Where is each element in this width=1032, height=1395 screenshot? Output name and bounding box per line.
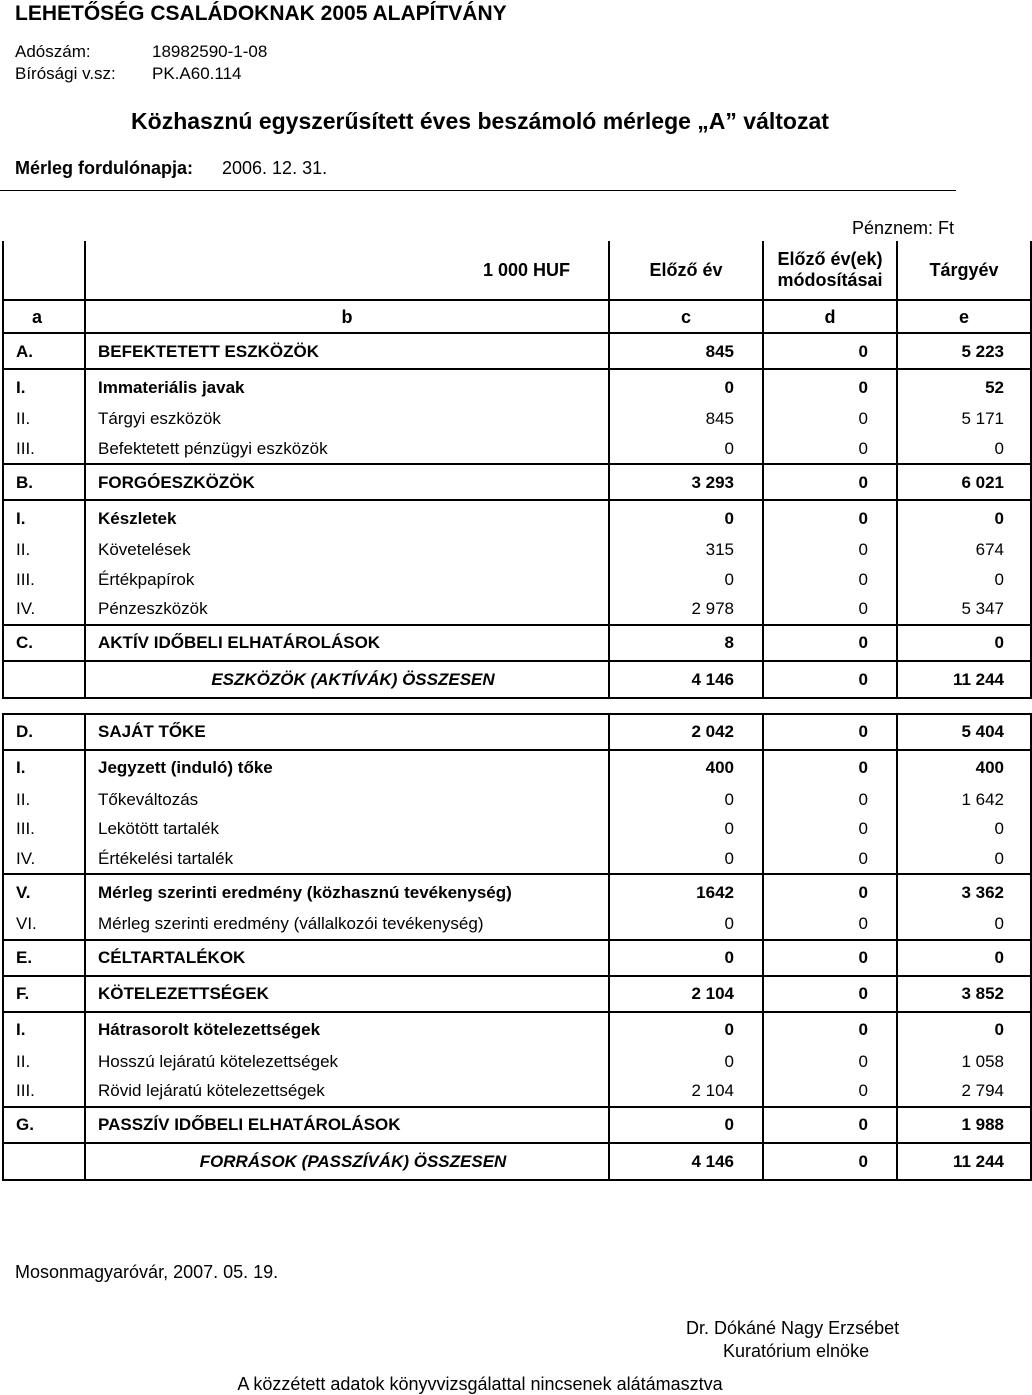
row-current-year: 0 <box>897 814 1031 844</box>
row-current-year: 5 347 <box>897 594 1031 625</box>
row-current-year: 2 794 <box>897 1076 1031 1107</box>
total-prev-year: 4 146 <box>609 661 763 698</box>
row-current-year: 0 <box>897 500 1031 535</box>
row-label: Hosszú lejáratú kötelezettségek <box>85 1047 609 1077</box>
table-row <box>3 1107 1031 1143</box>
row-code: III. <box>3 814 85 844</box>
total-current-year: 11 244 <box>897 661 1031 698</box>
row-current-year: 674 <box>897 535 1031 565</box>
balance-date-value: 2006. 12. 31. <box>222 158 328 178</box>
table-row <box>3 565 1031 595</box>
row-current-year: 0 <box>897 434 1031 465</box>
row-code: B. <box>3 464 85 500</box>
row-prev-year: 315 <box>609 535 763 565</box>
row-prev-adjust: 0 <box>763 434 897 465</box>
row-prev-year: 0 <box>609 1107 763 1143</box>
table-row <box>3 976 1031 1012</box>
row-prev-year: 0 <box>609 1012 763 1047</box>
row-label: Rövid lejáratú kötelezettségek <box>85 1076 609 1107</box>
total-prev-year: 4 146 <box>609 1143 763 1180</box>
total-code-cell <box>3 661 85 698</box>
row-prev-adjust: 0 <box>763 976 897 1012</box>
header-rule <box>0 190 956 191</box>
row-prev-adjust: 0 <box>763 464 897 500</box>
row-current-year: 1 988 <box>897 1107 1031 1143</box>
row-code: IV. <box>3 594 85 625</box>
row-label: Befektetett pénzügyi eszközök <box>85 434 609 465</box>
row-label: PASSZÍV IDŐBELI ELHATÁROLÁSOK <box>85 1107 609 1143</box>
table-row <box>3 750 1031 785</box>
row-current-year: 3 362 <box>897 874 1031 909</box>
assets-total-row <box>3 661 1031 698</box>
row-code: IV. <box>3 844 85 875</box>
row-prev-adjust: 0 <box>763 750 897 785</box>
signer-title: Kuratórium elnöke <box>723 1341 870 1361</box>
table-row <box>3 814 1031 844</box>
table-row <box>3 909 1031 940</box>
row-prev-year: 3 293 <box>609 464 763 500</box>
row-prev-year: 0 <box>609 940 763 976</box>
row-prev-year: 0 <box>609 500 763 535</box>
row-prev-adjust: 0 <box>763 785 897 815</box>
row-prev-year: 2 978 <box>609 594 763 625</box>
row-current-year: 5 223 <box>897 333 1031 369</box>
row-prev-adjust: 0 <box>763 1012 897 1047</box>
total-prev-adjust: 0 <box>763 661 897 698</box>
row-label: AKTÍV IDŐBELI ELHATÁROLÁSOK <box>85 625 609 661</box>
table-row <box>3 333 1031 369</box>
header-prev-adjust-line1: Előző év(ek) <box>777 249 883 270</box>
row-prev-adjust: 0 <box>763 404 897 434</box>
row-code: II. <box>3 535 85 565</box>
row-prev-adjust: 0 <box>763 565 897 595</box>
row-label: Értékpapírok <box>85 565 609 595</box>
row-current-year: 0 <box>897 1012 1031 1047</box>
row-prev-year: 0 <box>609 565 763 595</box>
row-label: Követelések <box>85 535 609 565</box>
row-label: Értékelési tartalék <box>85 844 609 875</box>
organization-name: LEHETŐSÉG CSALÁDOKNAK 2005 ALAPÍTVÁNY <box>15 2 507 25</box>
row-prev-year: 0 <box>609 909 763 940</box>
row-prev-year: 2 104 <box>609 1076 763 1107</box>
row-prev-adjust: 0 <box>763 1107 897 1143</box>
row-current-year: 5 171 <box>897 404 1031 434</box>
column-letter-d: d <box>763 300 897 333</box>
row-current-year: 0 <box>897 565 1031 595</box>
row-code: II. <box>3 404 85 434</box>
row-current-year: 400 <box>897 750 1031 785</box>
row-code: F. <box>3 976 85 1012</box>
table-row <box>3 785 1031 815</box>
tax-id-value: 18982590-1-08 <box>152 42 268 61</box>
row-prev-year: 0 <box>609 814 763 844</box>
total-prev-adjust: 0 <box>763 1143 897 1180</box>
table-row <box>3 464 1031 500</box>
row-current-year: 0 <box>897 940 1031 976</box>
row-prev-adjust: 0 <box>763 714 897 750</box>
row-label: Tőkeváltozás <box>85 785 609 815</box>
column-letter-e: e <box>897 300 1031 333</box>
header-current-year: Tárgyév <box>897 241 1031 300</box>
table-row <box>3 714 1031 750</box>
balance-date-label: Mérleg fordulónapja: <box>15 158 194 178</box>
row-label: FORGÓESZKÖZÖK <box>85 464 609 500</box>
row-prev-year: 1642 <box>609 874 763 909</box>
row-label: KÖTELEZETTSÉGEK <box>85 976 609 1012</box>
row-prev-year: 400 <box>609 750 763 785</box>
row-prev-year: 2 042 <box>609 714 763 750</box>
signer-name: Dr. Dókáné Nagy Erzsébet <box>686 1318 900 1338</box>
row-prev-year: 0 <box>609 844 763 875</box>
row-current-year: 0 <box>897 844 1031 875</box>
row-label: Mérleg szerinti eredmény (közhasznú tevékenység) <box>85 874 609 909</box>
table-row <box>3 1047 1031 1077</box>
row-label: Tárgyi eszközök <box>85 404 609 434</box>
row-prev-year: 0 <box>609 785 763 815</box>
row-label: BEFEKTETETT ESZKÖZÖK <box>85 333 609 369</box>
row-code: III. <box>3 434 85 465</box>
table-row <box>3 500 1031 535</box>
tax-id-label: Adószám: <box>15 42 91 61</box>
row-code: V. <box>3 874 85 909</box>
balance-sheet-table <box>2 241 1032 1181</box>
column-letter-a: a <box>3 300 85 333</box>
court-reg-value: PK.A60.114 <box>152 64 242 83</box>
row-prev-year: 0 <box>609 1047 763 1077</box>
column-letter-row <box>3 300 1031 333</box>
row-prev-year: 845 <box>609 404 763 434</box>
table-row <box>3 874 1031 909</box>
row-prev-adjust: 0 <box>763 369 897 404</box>
row-label: Immateriális javak <box>85 369 609 404</box>
place-date: Mosonmagyaróvár, 2007. 05. 19. <box>15 1262 279 1282</box>
table-row <box>3 594 1031 625</box>
row-prev-adjust: 0 <box>763 535 897 565</box>
header-prev-year: Előző év <box>609 241 763 300</box>
row-code: III. <box>3 1076 85 1107</box>
row-label: Pénzeszközök <box>85 594 609 625</box>
liabilities-total-row <box>3 1143 1031 1180</box>
header-prev-adjust <box>763 241 897 300</box>
total-label: ESZKÖZÖK (AKTÍVÁK) ÖSSZESEN <box>85 661 609 698</box>
row-current-year: 5 404 <box>897 714 1031 750</box>
row-label: Készletek <box>85 500 609 535</box>
row-current-year: 0 <box>897 625 1031 661</box>
table-row <box>3 369 1031 404</box>
table-row <box>3 625 1031 661</box>
row-prev-adjust: 0 <box>763 874 897 909</box>
row-label: Jegyzett (induló) tőke <box>85 750 609 785</box>
row-current-year: 0 <box>897 909 1031 940</box>
row-code: II. <box>3 1047 85 1077</box>
row-prev-year: 0 <box>609 369 763 404</box>
row-prev-adjust: 0 <box>763 814 897 844</box>
row-code: C. <box>3 625 85 661</box>
row-prev-adjust: 0 <box>763 333 897 369</box>
header-cell-a <box>3 241 85 300</box>
row-prev-year: 845 <box>609 333 763 369</box>
row-current-year: 1 058 <box>897 1047 1031 1077</box>
row-code: A. <box>3 333 85 369</box>
row-prev-adjust: 0 <box>763 1047 897 1077</box>
total-code-cell <box>3 1143 85 1180</box>
header-prev-adjust-line2: módosításai <box>777 270 883 290</box>
row-code: G. <box>3 1107 85 1143</box>
row-code: VI. <box>3 909 85 940</box>
header-unit: 1 000 HUF <box>85 241 609 300</box>
currency-label: Pénznem: Ft <box>851 218 954 238</box>
table-row <box>3 1076 1031 1107</box>
row-prev-adjust: 0 <box>763 594 897 625</box>
row-prev-adjust: 0 <box>763 909 897 940</box>
total-current-year: 11 244 <box>897 1143 1031 1180</box>
total-label: FORRÁSOK (PASSZÍVÁK) ÖSSZESEN <box>85 1143 609 1180</box>
row-prev-year: 8 <box>609 625 763 661</box>
row-code: E. <box>3 940 85 976</box>
row-code: I. <box>3 500 85 535</box>
row-label: CÉLTARTALÉKOK <box>85 940 609 976</box>
row-code: II. <box>3 785 85 815</box>
row-prev-adjust: 0 <box>763 940 897 976</box>
row-prev-adjust: 0 <box>763 844 897 875</box>
table-row <box>3 404 1031 434</box>
row-code: I. <box>3 750 85 785</box>
row-prev-adjust: 0 <box>763 1076 897 1107</box>
row-current-year: 3 852 <box>897 976 1031 1012</box>
row-label: Lekötött tartalék <box>85 814 609 844</box>
table-row <box>3 434 1031 465</box>
row-prev-year: 0 <box>609 434 763 465</box>
column-letter-c: c <box>609 300 763 333</box>
row-label: Mérleg szerinti eredmény (vállalkozói tevékenység) <box>85 909 609 940</box>
row-label: Hátrasorolt kötelezettségek <box>85 1012 609 1047</box>
row-current-year: 6 021 <box>897 464 1031 500</box>
section-gap-cell <box>3 698 1031 714</box>
table-row <box>3 940 1031 976</box>
row-code: I. <box>3 1012 85 1047</box>
row-code: III. <box>3 565 85 595</box>
row-prev-adjust: 0 <box>763 500 897 535</box>
row-code: D. <box>3 714 85 750</box>
row-label: SAJÁT TŐKE <box>85 714 609 750</box>
court-reg-label: Bírósági v.sz: <box>15 64 116 83</box>
column-letter-b: b <box>85 300 609 333</box>
row-prev-adjust: 0 <box>763 625 897 661</box>
table-row <box>3 1012 1031 1047</box>
row-prev-year: 2 104 <box>609 976 763 1012</box>
row-code: I. <box>3 369 85 404</box>
table-header-row <box>3 241 1031 300</box>
document-title: Közhasznú egyszerűsített éves beszámoló mérlege „A” változat <box>131 108 829 134</box>
table-row <box>3 535 1031 565</box>
row-current-year: 52 <box>897 369 1031 404</box>
row-current-year: 1 642 <box>897 785 1031 815</box>
audit-note: A közzétett adatok könyvvizsgálattal nincsenek alátámasztva <box>237 1374 723 1394</box>
table-row <box>3 844 1031 875</box>
section-gap <box>3 698 1031 714</box>
